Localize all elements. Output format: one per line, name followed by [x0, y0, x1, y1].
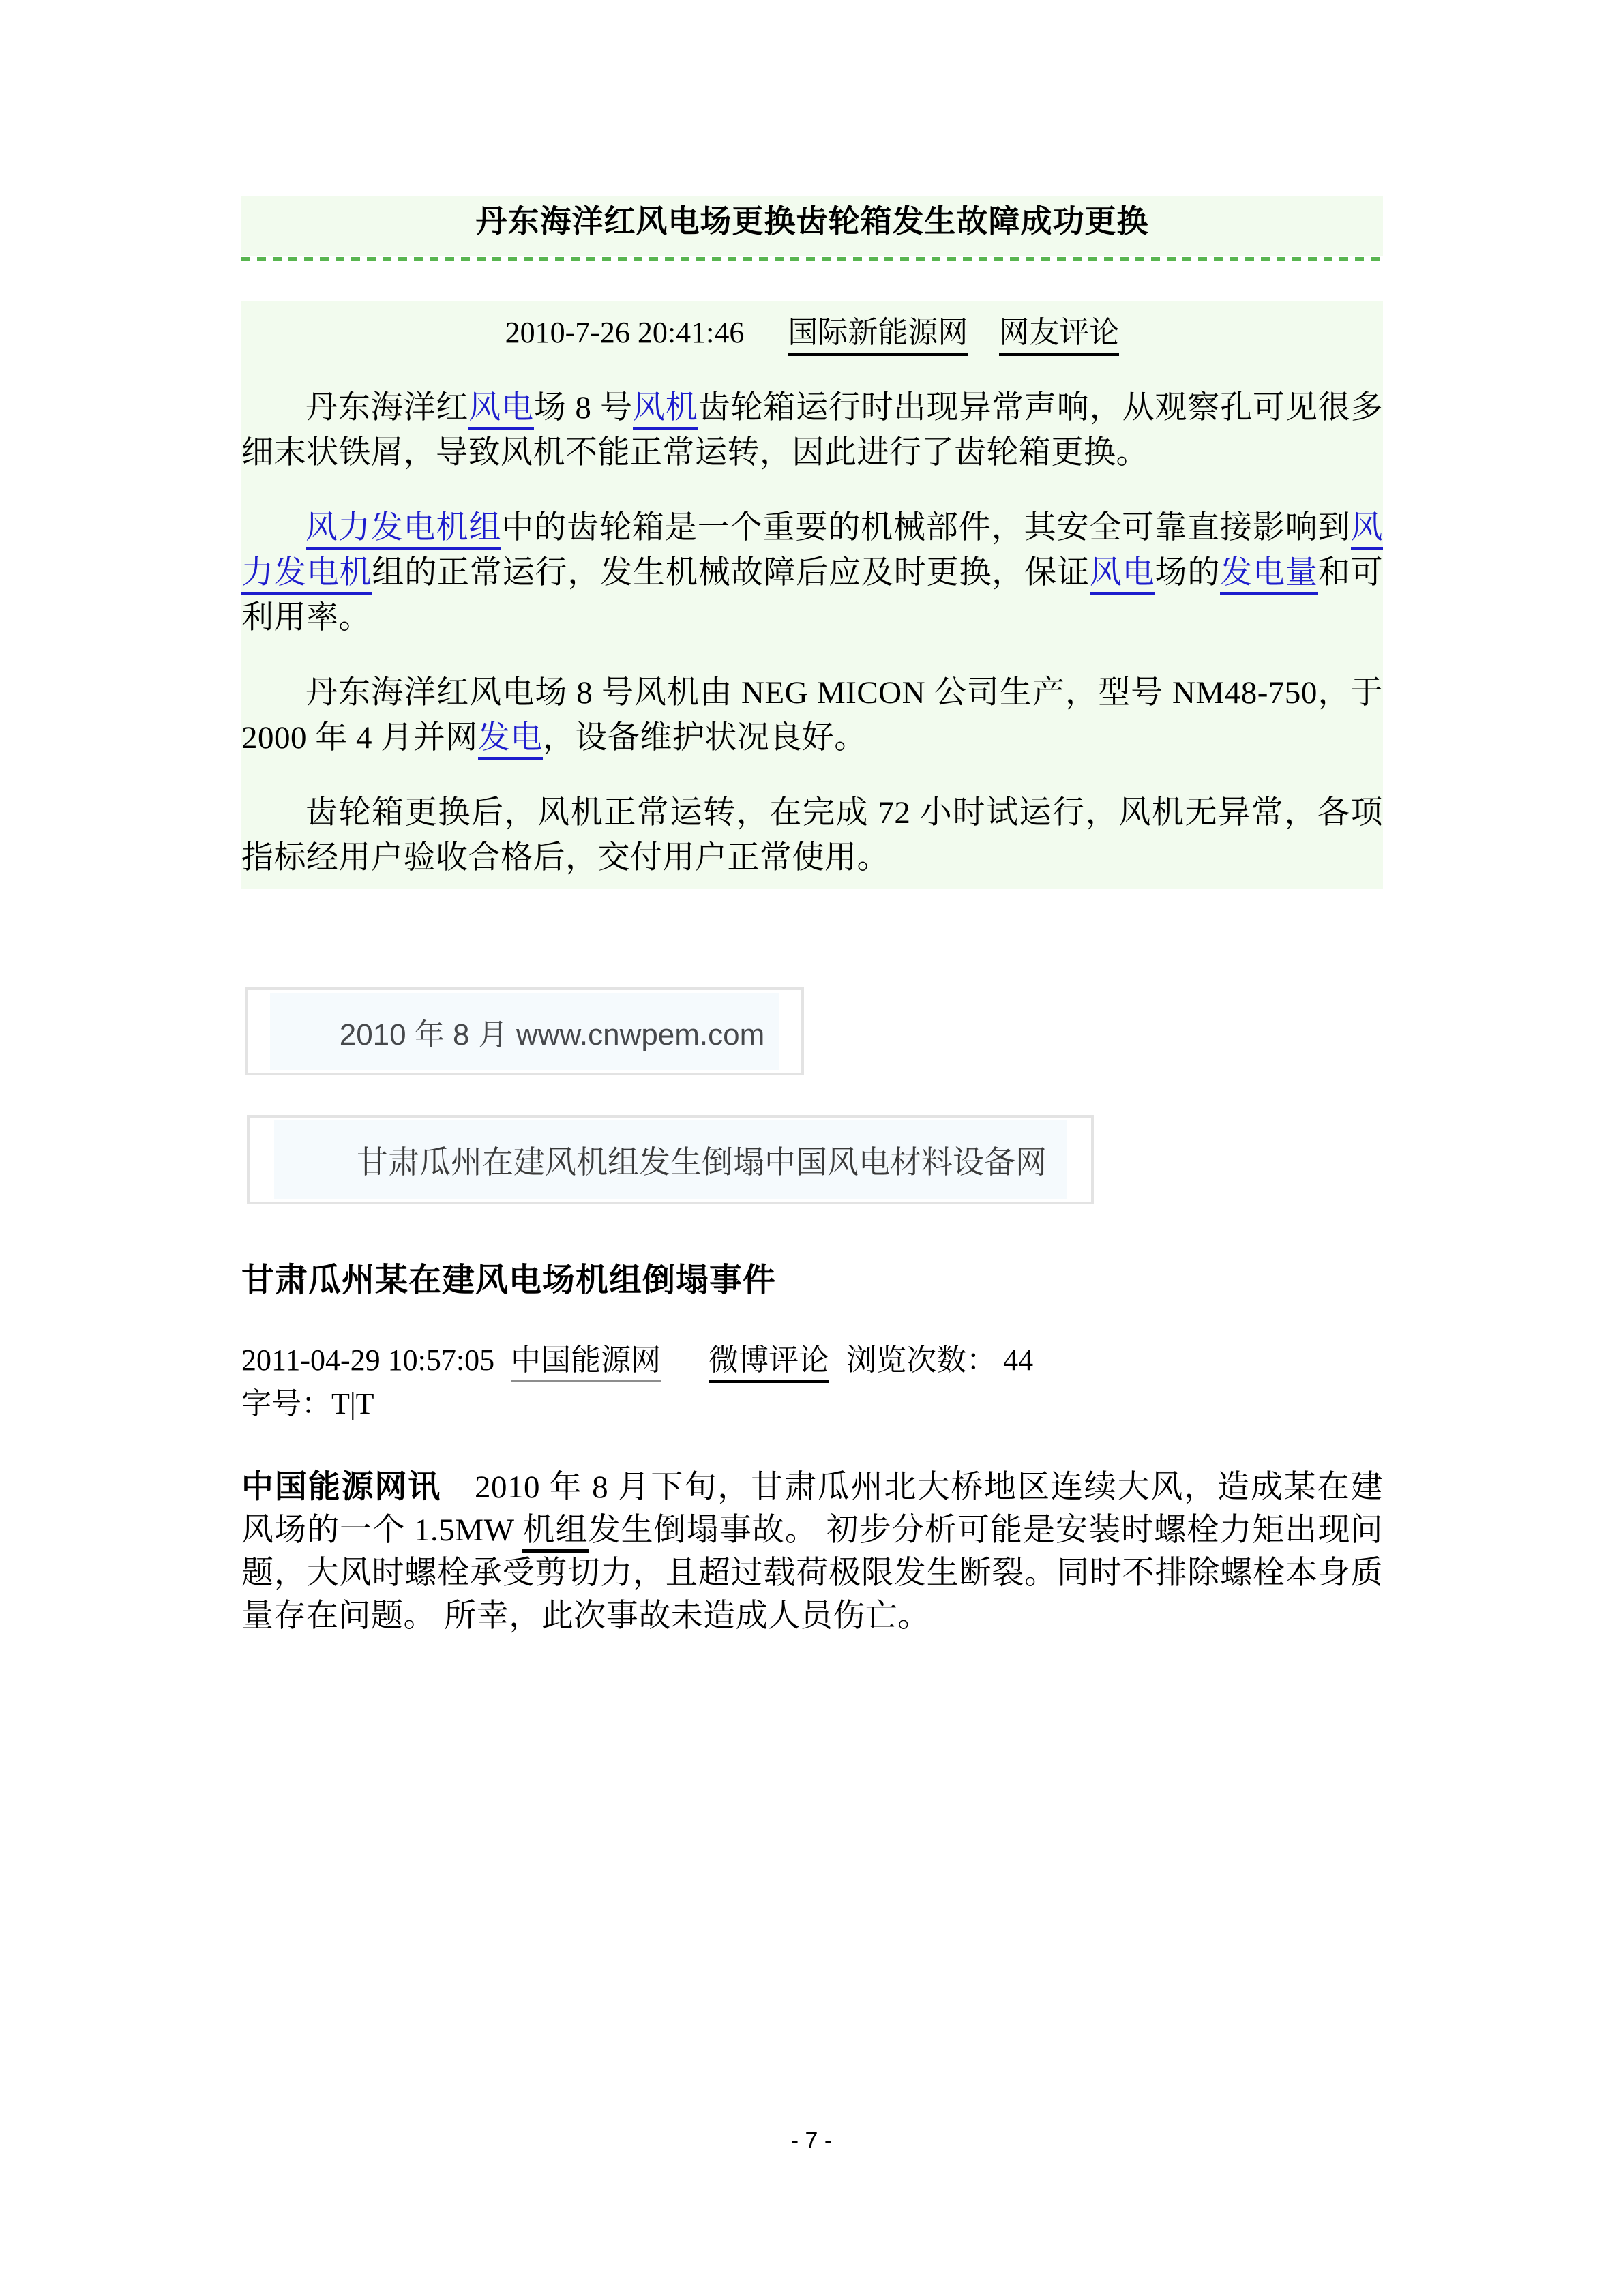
- article1-meta: [241, 310, 1383, 355]
- article2-fontsize-value[interactable]: T|T: [331, 1387, 374, 1420]
- article1-comments-link[interactable]: 网友评论: [999, 316, 1119, 356]
- figure-image-2: [247, 1115, 1094, 1204]
- article1-title-block: [241, 196, 1383, 256]
- article2-fontsize-line: [241, 1384, 374, 1424]
- article2-source-link[interactable]: 中国能源网: [511, 1343, 661, 1382]
- article1-source-link[interactable]: 国际新能源网: [788, 316, 968, 356]
- inline-link[interactable]: 风电: [468, 390, 534, 430]
- inline-link[interactable]: 发电量: [1220, 555, 1318, 595]
- figure2-panel: [274, 1120, 1067, 1199]
- text-segment: 发生倒塌事故。 初步分析可能是安装时螺栓力矩出现问题，大风时螺栓承受剪切力，且超过载荷极限发生断裂。同时不排除螺栓本身质量存在问题。 所幸，此次事故未造成人员伤亡。: [241, 1512, 1384, 1634]
- figure1-panel: [270, 993, 779, 1070]
- article2-body: [241, 1466, 1383, 1638]
- inline-link[interactable]: 风电: [1090, 555, 1155, 595]
- figure2-caption: 甘肃瓜州在建风机组发生倒塌中国风电材料设备网: [357, 1144, 1047, 1180]
- text-segment: 中的齿轮箱是一个重要的机械部件，其安全可靠直接影响到: [501, 510, 1351, 546]
- inline-link[interactable]: 机组: [522, 1512, 588, 1553]
- text-segment: 丹东海洋红风电场 8 号风机由 NEG MICON 公司生产，型号 NM48-750，于2000 年 4 月并网: [241, 675, 1383, 756]
- text-segment: 齿轮箱更换后，风机正常运转，在完成 72 小时试运行，风机无异常，各项指标经用户验收合格后，交付用户正常使用。: [241, 795, 1383, 876]
- article2-datetime: 2011-04-29 10:57:05: [241, 1343, 495, 1377]
- article2-comments-link[interactable]: 微博评论: [709, 1343, 829, 1383]
- text-segment: 丹东海洋红: [306, 390, 469, 426]
- text-segment: ，设备维护状况良好。: [542, 720, 867, 756]
- article2-title: 甘肃瓜州某在建风电场机组倒塌事件: [241, 1262, 777, 1298]
- text-segment: 和可利用率。: [241, 555, 1384, 636]
- text-segment: 场 8 号: [533, 390, 633, 426]
- article1-paragraph-3: [241, 670, 1383, 760]
- article2-fontsize-label: 字号：: [241, 1387, 331, 1420]
- inline-link[interactable]: 发电: [478, 720, 543, 760]
- article1-title: 丹东海洋红风电场更换齿轮箱发生故障成功更换: [475, 204, 1149, 239]
- text-segment: 齿轮箱运行时出现异常声响，从观察孔可见很多细末状铁屑，导致风机不能正常运转，因此进行了齿轮箱更换。: [241, 390, 1384, 471]
- text-segment: 中国能源网讯: [241, 1470, 442, 1505]
- dashed-divider: [241, 257, 1383, 261]
- article1-paragraph-2: [241, 505, 1383, 640]
- article2-meta: [241, 1341, 1469, 1380]
- figure1-caption: 2010 年 8 月 www.cnwpem.com: [339, 1017, 765, 1052]
- article1-body-block: [241, 301, 1383, 889]
- inline-link[interactable]: 风力发电机: [241, 510, 1383, 595]
- page-number: - 7 -: [790, 2128, 833, 2153]
- article1-datetime: 2010-7-26 20:41:46: [505, 316, 745, 349]
- text-segment: 组的正常运行，发生机械故障后应及时更换，保证: [372, 555, 1090, 591]
- article1-paragraph-1: [241, 385, 1383, 475]
- text-segment: 2010 年 8 月下旬，甘肃瓜州北大桥地区连续大风，造成某在建风场的一个 1.5MW: [241, 1470, 1384, 1548]
- inline-link[interactable]: 风机: [633, 390, 698, 430]
- text-segment: 场的: [1155, 555, 1221, 591]
- article1-paragraph-4: [241, 790, 1383, 880]
- figure-image-1: [245, 987, 804, 1075]
- article2-views-count: 44: [1003, 1343, 1034, 1377]
- inline-link[interactable]: 风力发电机组: [306, 510, 501, 550]
- article2-views-label: 浏览次数：: [846, 1343, 997, 1377]
